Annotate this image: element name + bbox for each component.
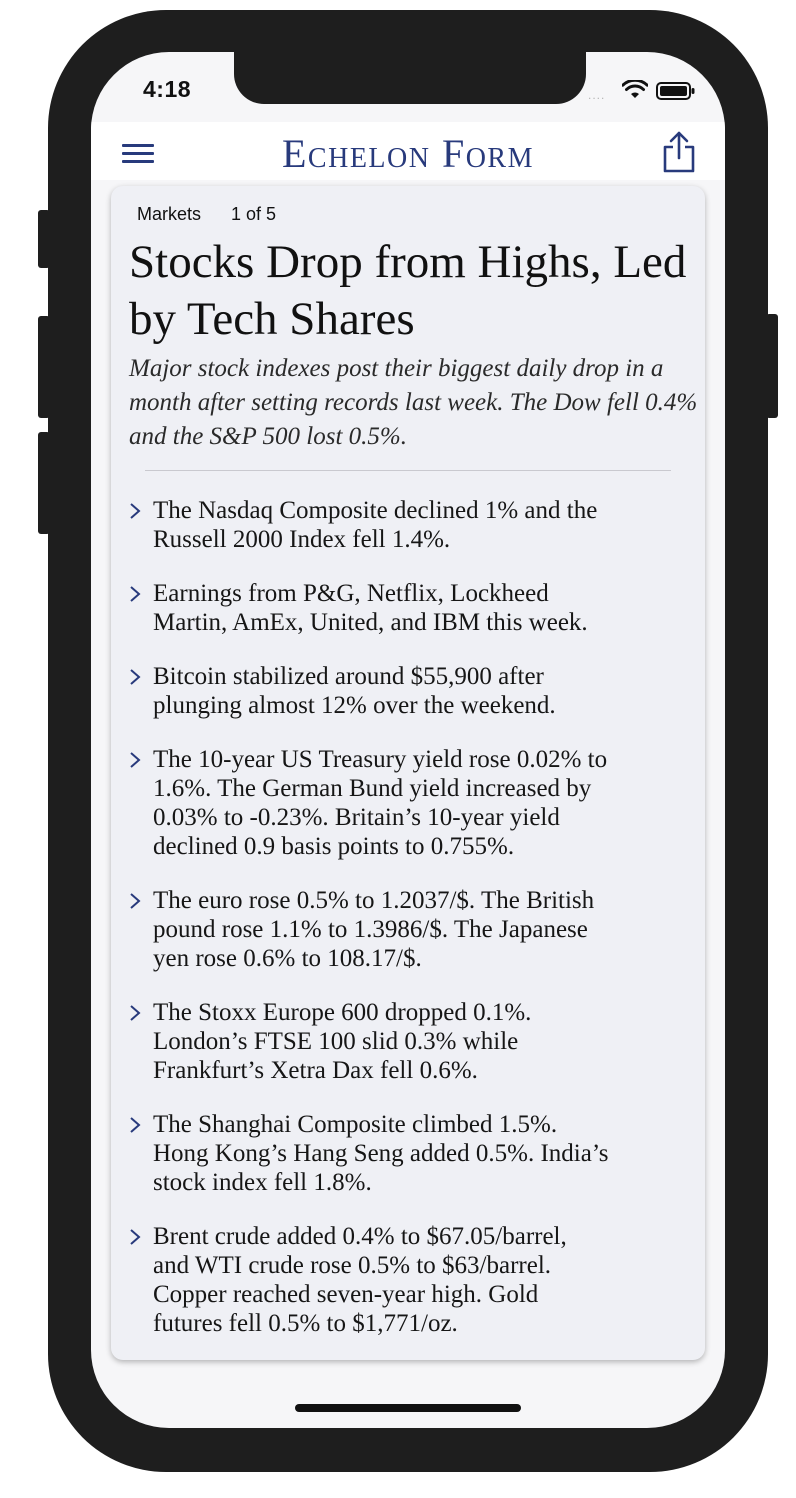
home-indicator[interactable]: [295, 1404, 521, 1412]
battery-icon: [656, 82, 696, 100]
bullet-item[interactable]: [125, 579, 701, 637]
section-label: Markets: [137, 204, 202, 224]
chevron-right-icon: [128, 502, 142, 520]
notch: [234, 52, 586, 104]
bullet-item[interactable]: [125, 886, 701, 973]
hamburger-menu-icon[interactable]: [122, 144, 154, 166]
chevron-right-icon: [128, 585, 142, 603]
chevron-right-icon: [128, 892, 142, 910]
article-deck: Major stock indexes post their biggest daily drop in a month after setting records last week. The Dow fell 0.4% and the S&P 500 lost 0.5%.: [129, 355, 698, 450]
bullet-item[interactable]: [125, 662, 701, 720]
bullet-text: The Shanghai Composite climbed 1.5%. Hong Kong’s Hang Seng added 0.5%. India’s stock index fell 1.8%.: [153, 1111, 609, 1196]
chevron-right-icon: [128, 1004, 142, 1022]
bullet-item[interactable]: [125, 1222, 701, 1338]
chevron-right-icon: [128, 1116, 142, 1134]
phone-screen: [91, 52, 725, 1428]
bullet-text: The Stoxx Europe 600 dropped 0.1%. London’s FTSE 100 slid 0.3% while Frankfurt’s Xetra Dax fell 0.6%.: [153, 999, 532, 1084]
bullet-item[interactable]: [125, 745, 701, 861]
bullet-item[interactable]: [125, 1110, 701, 1197]
chevron-right-icon: [128, 1228, 142, 1246]
nav-bar: [91, 122, 725, 180]
article-meta: [137, 204, 276, 225]
bullet-item[interactable]: [125, 496, 701, 554]
bullet-item[interactable]: [125, 998, 701, 1085]
volume-down-button: [38, 432, 50, 534]
wifi-icon: [622, 80, 648, 100]
power-button: [766, 314, 778, 418]
share-icon[interactable]: [661, 130, 697, 174]
bullet-text: Bitcoin stabilized around $55,900 after plunging almost 12% over the weekend.: [153, 663, 556, 719]
article-counter: 1 of 5: [231, 204, 277, 224]
signal-indicator: ....: [588, 88, 606, 102]
brand-title: Echelon Form: [281, 131, 535, 176]
silent-switch: [38, 210, 50, 268]
chevron-right-icon: [128, 668, 142, 686]
article-headline: Stocks Drop from Highs, Led by Tech Shares: [129, 236, 687, 345]
divider: [145, 470, 671, 471]
bullet-text: Earnings from P&G, Netflix, Lockheed Martin, AmEx, United, and IBM this week.: [153, 580, 588, 636]
bullet-text: The euro rose 0.5% to 1.2037/$. The British pound rose 1.1% to 1.3986/$. The Japanese yen rose 0.6% to 108.17/$.: [153, 887, 595, 972]
volume-up-button: [38, 316, 50, 418]
chevron-right-icon: [128, 751, 142, 769]
bullet-text: The Nasdaq Composite declined 1% and the Russell 2000 Index fell 1.4%.: [153, 497, 598, 553]
status-time: 4:18: [143, 76, 192, 102]
status-icons: [588, 80, 708, 104]
bullet-text: The 10-year US Treasury yield rose 0.02% to 1.6%. The German Bund yield increased by 0.03% to -0.23%. Britain’s 10-year yield declined 0.9 basis points to 0.755%.: [153, 746, 608, 860]
bullet-list: [125, 496, 701, 1363]
bullet-text: Brent crude added 0.4% to $67.05/barrel, and WTI crude rose 0.5% to $63/barrel. Copper reached seven-year high. Gold futures fell 0.5% to $1,771/oz.: [153, 1223, 567, 1337]
article-card[interactable]: [111, 186, 705, 1360]
